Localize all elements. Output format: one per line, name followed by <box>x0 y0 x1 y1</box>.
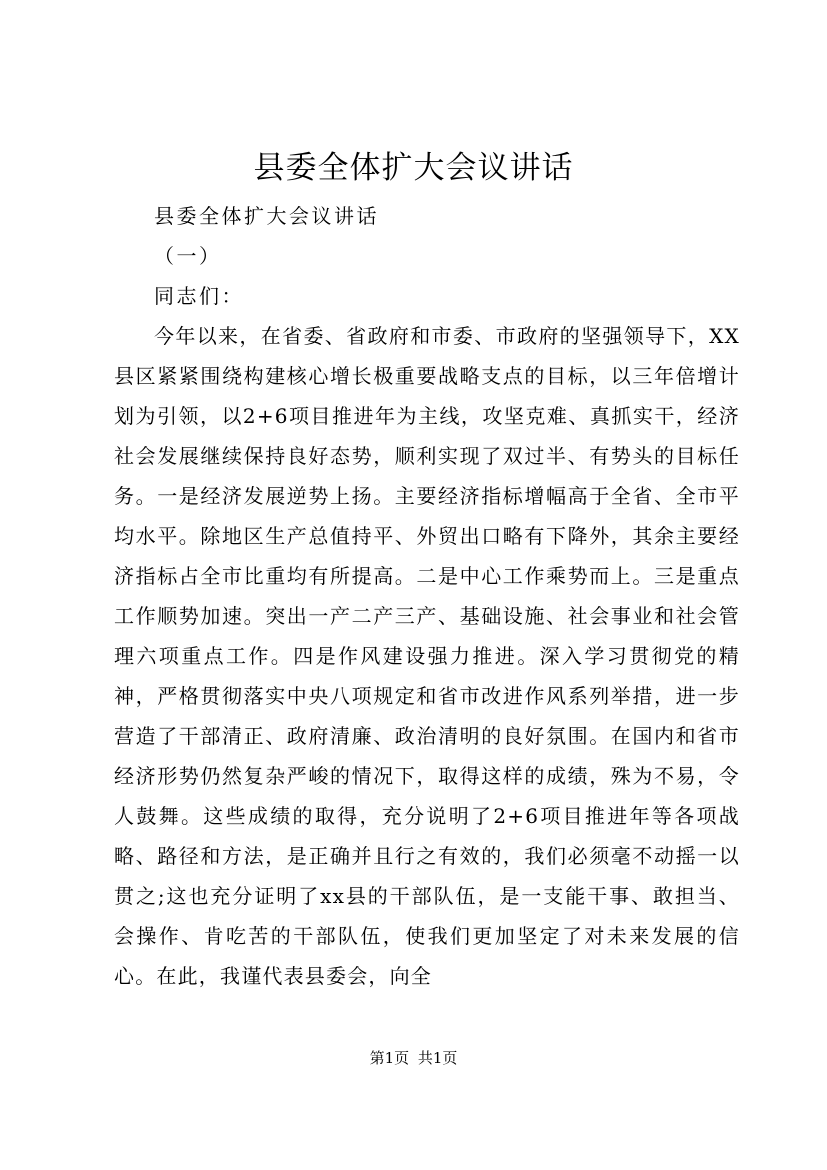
page-total: 共1页 <box>417 1049 458 1067</box>
subtitle-paragraph: 县委全体扩大会议讲话 <box>154 204 379 228</box>
body-paragraph: 今年以来，在省委、省政府和市委、市政府的坚强领导下，XX县区紧紧围绕构建核心增长极重要战略支点的目标，以三年倍增计划为引领，以2+6项目推进年为主线，攻坚克难、真抓实干，经济社会发展继续保持良好态势，顺利实现了双过半、有势头的目标任务。一是经济发展逆势上扬。主要经济指标增幅高于全省、全市平均水平。除地区生产总值持平、外贸出口略有下降外，其余主要经济指标占全市比重均有所提高。二是中心工作乘势而上。三是重点工作顺势加速。突出一产二产三产、基础设施、社会事业和社会管理六项重点工作。四是作风建设强力推进。深入学习贯彻党的精神，严格贯彻落实中央八项规定和省市改进作风系列举措，进一步营造了干部清正、政府清廉、政治清明的良好氛围。在国内和省市经济形势仍然复杂严峻的情况下，取得这样的成绩，殊为不易，令人鼓舞。这些成绩的取得，充分说明了2+6项目推进年等各项战略、路径和方法，是正确并且行之有效的，我们必须毫不动摇一以贯之;这也充分证明了xx县的干部队伍，是一支能干事、敢担当、会操作、肯吃苦的干部队伍，使我们更加坚定了对未来发展的信心。在此，我谨代表县委会，向全 <box>114 324 740 988</box>
document-title: 县委全体扩大会议讲话 <box>253 150 574 186</box>
page-number: 第1页 <box>369 1049 410 1067</box>
document-body <box>114 196 740 996</box>
page-footer <box>0 1047 827 1069</box>
salutation: 同志们： <box>154 284 244 308</box>
section-marker: （一） <box>154 244 222 268</box>
